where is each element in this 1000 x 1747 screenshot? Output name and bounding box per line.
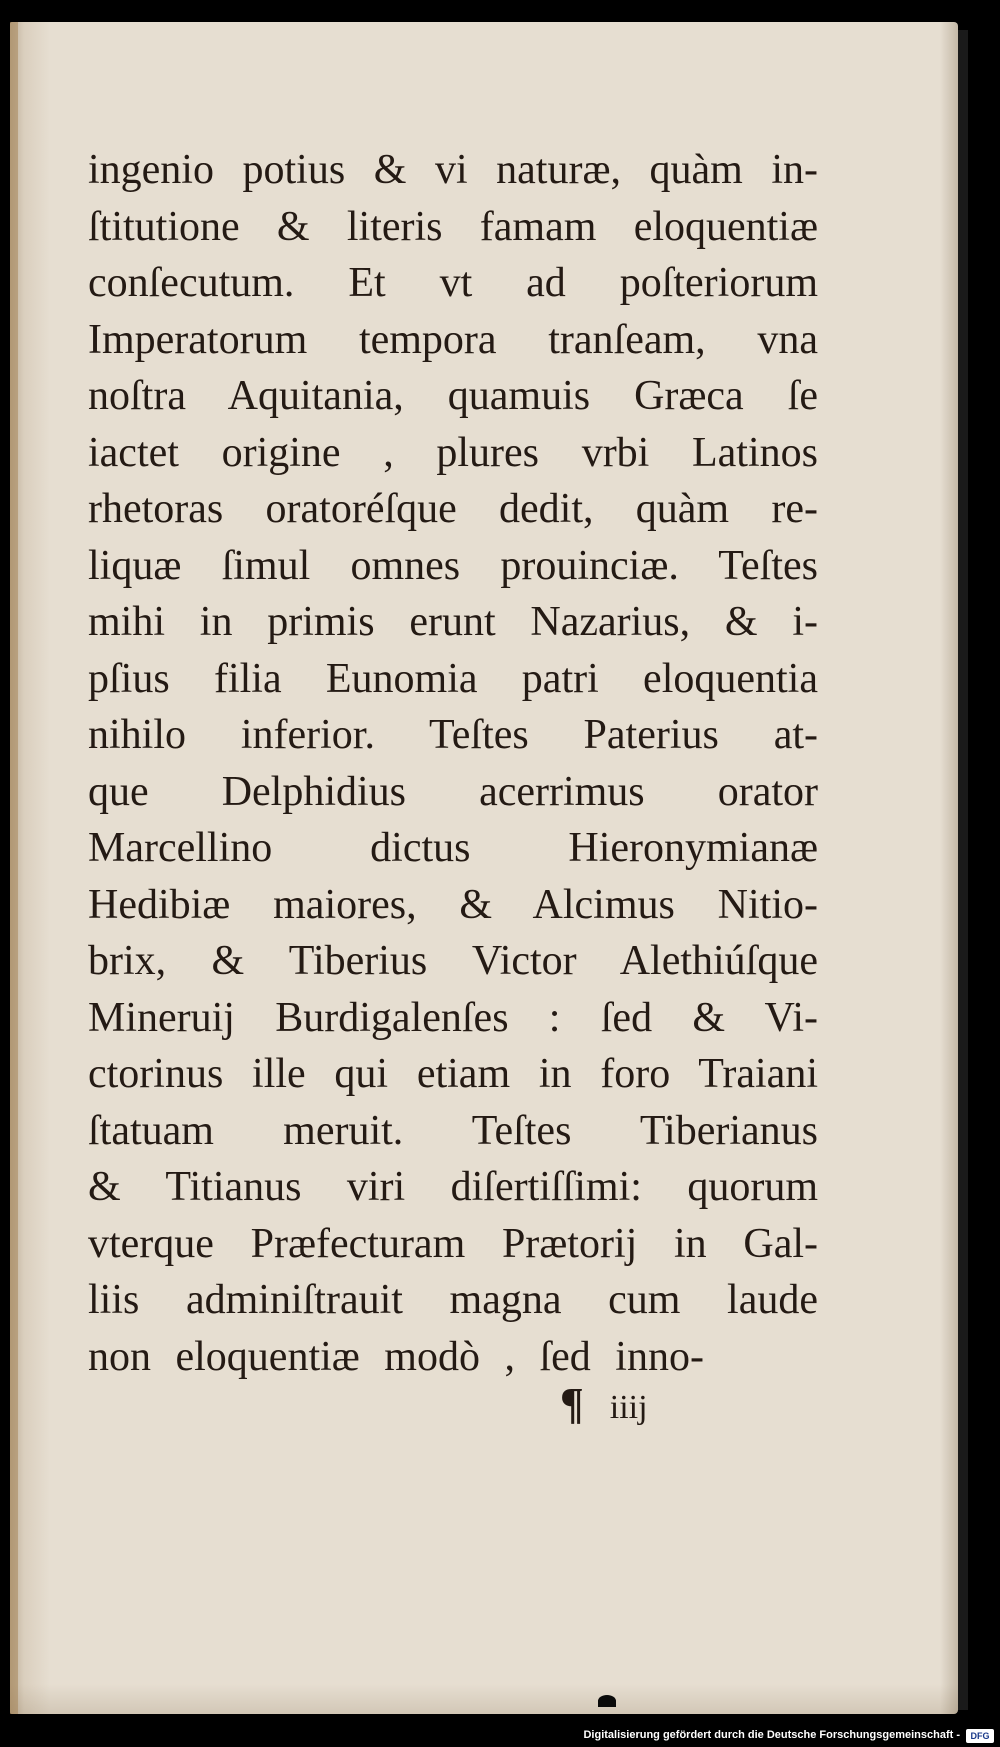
- text-line-4: Imperatorum tempora tranſeam, vna: [88, 316, 818, 363]
- text-line-15: brix, & Tiberius Victor Alethiúſque: [88, 938, 818, 984]
- page-text-block: [88, 142, 818, 1385]
- text-line-14: Hedibiæ maiores, & Alcimus Nitio-: [88, 881, 818, 928]
- text-line-7: rhetoras oratoréſque dedit, quàm re-: [88, 486, 818, 532]
- text-line-6: iactet origine , plures vrbi Latinos: [88, 429, 818, 476]
- text-line-18: ſtatuam meruit. Teſtes Tiberianus: [88, 1107, 818, 1154]
- text-line-12: que Delphidius acerrimus orator: [88, 768, 818, 815]
- binding-mark: [598, 1695, 616, 1707]
- text-line-10: pſius filia Eunomia patri eloquentia: [88, 655, 818, 702]
- footer-credit-text: Digitalisierung gefördert durch die Deutsche Forschungsgemeinschaft -: [583, 1729, 960, 1741]
- text-line-20: vterque Præfecturam Prætorij in Gal-: [88, 1220, 818, 1267]
- text-line-17: ctorinus ille qui etiam in foro Traiani: [88, 1051, 818, 1097]
- signature-catchword: [560, 1378, 648, 1429]
- text-line-16: Mineruij Burdigalenſes : ſed & Vi-: [88, 994, 818, 1041]
- text-line-9: mihi in primis erunt Nazarius, & i-: [88, 599, 818, 645]
- page-right-shadow: [958, 30, 968, 1710]
- text-line-22: non eloquentiæ modò , ſed inno-: [88, 1333, 704, 1380]
- signature-mark: iiij: [609, 1389, 648, 1426]
- text-line-13: Marcellino dictus Hieronymianæ: [88, 825, 818, 871]
- digitization-footer: [0, 1726, 1000, 1747]
- pilcrow-mark: ¶: [560, 1379, 584, 1428]
- book-page: [10, 22, 958, 1714]
- text-line-1: ingenio potius & vi naturæ, quàm in-: [88, 147, 818, 193]
- text-line-19: & Titianus viri diſertiſſimi: quorum: [88, 1164, 818, 1210]
- text-line-8: liquæ ſimul omnes prouinciæ. Teſtes: [88, 542, 818, 589]
- dfg-logo: DFG: [966, 1729, 994, 1743]
- text-line-2: ſtitutione & literis famam eloquentiæ: [88, 203, 818, 250]
- text-line-21: liis adminiſtrauit magna cum laude: [88, 1277, 818, 1323]
- text-line-11: nihilo inferior. Teſtes Paterius at-: [88, 712, 818, 758]
- text-line-3: conſecutum. Et vt ad poſteriorum: [88, 260, 818, 306]
- page-spine-edge: [10, 22, 18, 1714]
- text-line-5: noſtra Aquitania, quamuis Græca ſe: [88, 373, 818, 419]
